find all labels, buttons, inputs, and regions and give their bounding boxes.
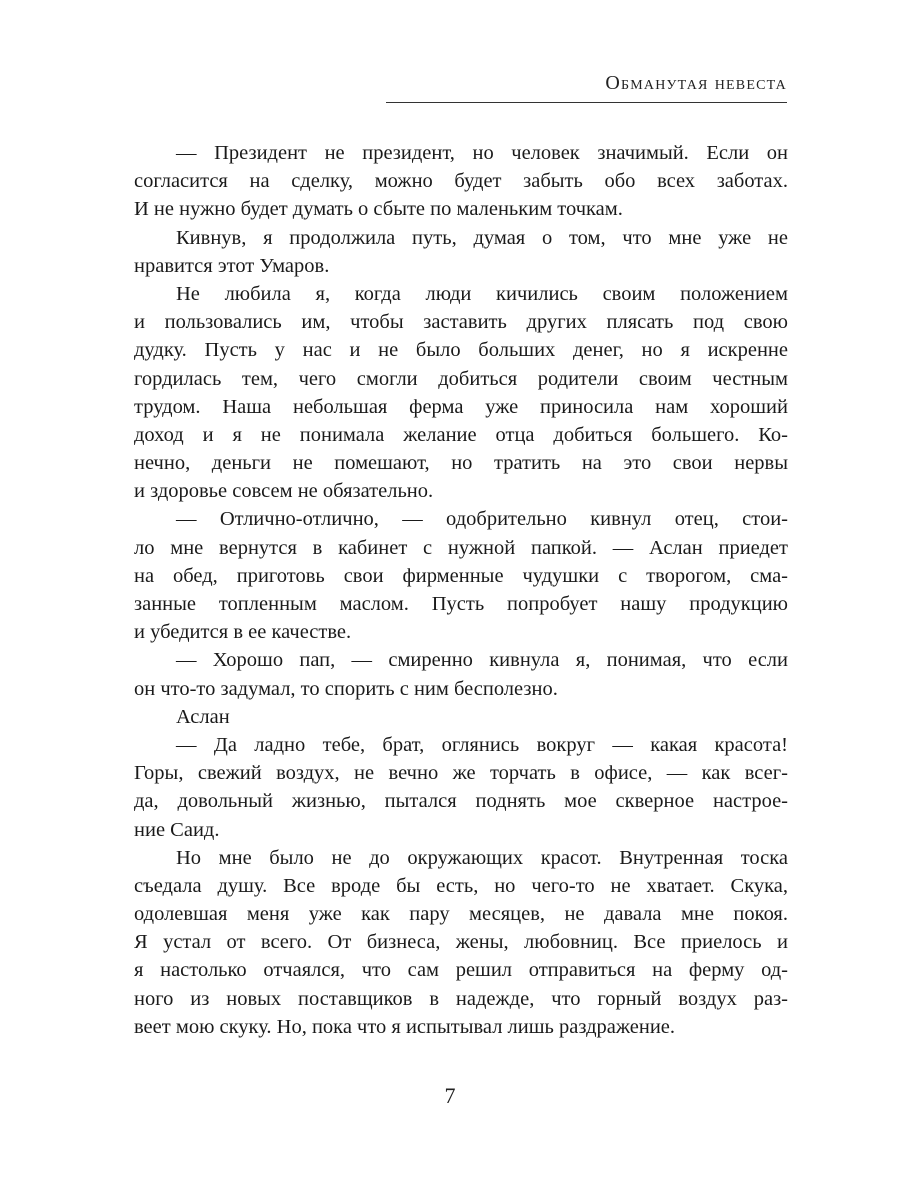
paragraph (134, 646, 788, 702)
text-line: трудом. Наша небольшая ферма уже приносила нам хороший (134, 395, 788, 418)
text-line: Не любила я, когда люди кичились своим положением (176, 282, 788, 305)
text-line: Кивнув, я продолжила путь, думая о том, что мне уже не (176, 226, 788, 249)
text-line: и пользовались им, чтобы заставить других плясать под свою (134, 311, 788, 334)
paragraph (134, 224, 788, 280)
text-line: — Отлично-отлично, — одобрительно кивнул отец, стои- (176, 508, 788, 531)
text-line: занные топленным маслом. Пусть попробует нашу продукцию (134, 593, 788, 615)
text-line: ного из новых поставщиков в надежде, что горный воздух раз- (134, 987, 788, 1010)
text-line: И не нужно будет думать о сбыте по маленьким точкам. (134, 198, 623, 221)
paragraph (134, 731, 788, 844)
text-line: Горы, свежий воздух, не вечно же торчать в офисе, — как всег- (134, 762, 788, 785)
text-line: съедала душу. Все вроде бы есть, но чего-то не хватает. Скука, (134, 874, 788, 897)
text-line: ние Саид. (134, 818, 220, 841)
text-line: — Да ладно тебе, брат, оглянись вокруг — какая красота! (176, 733, 788, 756)
text-line: гордилась тем, чего смогли добиться родители своим честным (134, 367, 788, 390)
text-line: я настолько отчаялся, что сам решил отправиться на ферму од- (134, 959, 788, 982)
text-line: согласится на сделку, можно будет забыть обо всех заботах. (134, 170, 788, 193)
text-line: на обед, приготовь свои фирменные чудушки с творогом, сма- (134, 564, 788, 587)
text-line: доход и я не понимала желание отца добиться большего. Ко- (134, 423, 788, 446)
text-line: и здоровье совсем не обязательно. (134, 480, 434, 503)
text-line: нечно, деньги не помешают, но тратить на это свои нервы (134, 452, 788, 475)
text-line: — Хорошо пап, — смиренно кивнула я, понимая, что если (176, 649, 788, 672)
paragraph (134, 703, 788, 731)
text-line: Аслан (176, 705, 230, 728)
text-line: веет мою скуку. Но, пока что я испытывал лишь раздражение. (134, 1015, 676, 1038)
text-line: он что-то задумал, то спорить с ним бесполезно. (134, 677, 558, 700)
text-line: нравится этот Умаров. (134, 254, 330, 277)
paragraph (134, 844, 788, 1041)
text-line: да, довольный жизнью, пытался поднять мое скверное настрое- (134, 790, 788, 813)
text-line: одолевшая меня уже как пару месяцев, не давала мне покоя. (134, 903, 788, 926)
paragraph (134, 505, 788, 646)
paragraph (134, 280, 788, 506)
paragraph (134, 139, 788, 224)
text-line: — Президент не президент, но человек значимый. Если он (176, 142, 788, 164)
text-line: и убедится в ее качестве. (134, 621, 352, 644)
text-line: ло мне вернутся в кабинет с нужной папкой. — Аслан приедет (134, 536, 788, 559)
text-line: дудку. Пусть у нас и не было больших денег, но я искренне (134, 339, 788, 362)
running-title: Обманутая невеста (605, 72, 787, 94)
body-text (134, 139, 788, 1041)
page-number: 7 (444, 1083, 456, 1108)
header-rule (386, 102, 787, 103)
text-line: Я устал от всего. От бизнеса, жены, любовниц. Все приелось и (134, 931, 788, 954)
text-line: Но мне было не до окружающих красот. Внутренная тоска (176, 846, 788, 869)
